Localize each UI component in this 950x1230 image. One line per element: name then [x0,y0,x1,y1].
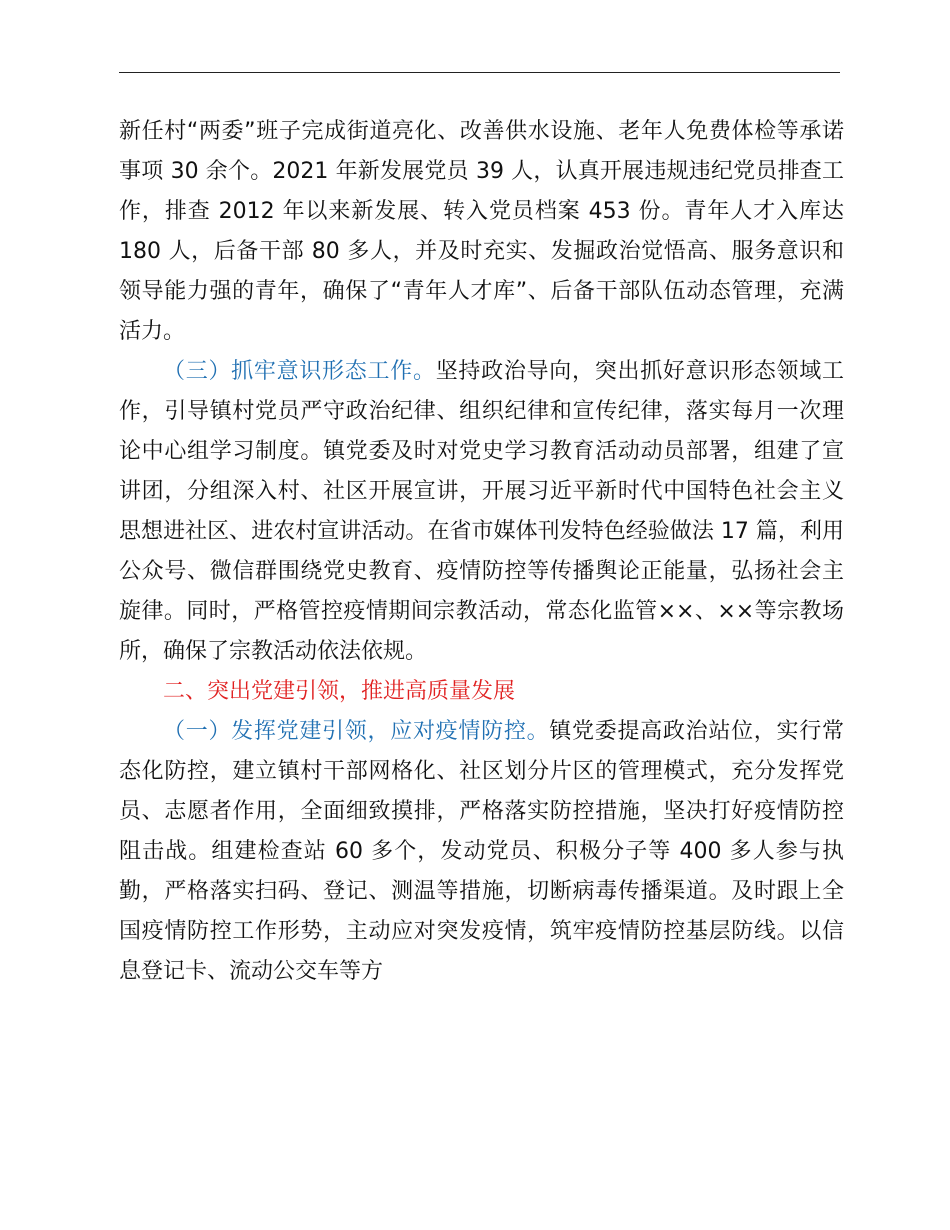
section-1-paragraph [119,712,844,992]
section-3-body: 坚持政治导向，突出抓好意识形态领域工作，引导镇村党员严守政治纪律、组织纪律和宣传纪律，落实每月一次理论中心组学习制度。镇党委及时对党史学习教育活动动员部署，组建了宣讲团，分组深入村、社区开展宣讲，开展习近平新时代中国特色社会主义思想进社区、进农村宣讲活动。在省市媒体刊发特色经验做法 17 篇，利用公众号、微信群围绕党史教育、疫情防控等传播舆论正能量，弘扬社会主旋律。同时，严格管控疫情期间宗教活动，常态化监管××、××等宗教场所，确保了宗教活动依法依规。 [119,359,844,664]
part-2-heading: 二、突出党建引领，推进高质量发展 [163,679,516,704]
section-1-body: 镇党委提高政治站位，实行常态化防控，建立镇村干部网格化、社区划分片区的管理模式，充分发挥党员、志愿者作用，全面细致摸排，严格落实防控措施，坚决打好疫情防控阻击战。组建检查站 60 多个，发动党员、积极分子等 400 多人参与执勤，严格落实扫码、登记、测温等措施，切断病毒传播渠道。及时跟上全国疫情防控工作形势，主动应对突发疫情，筑牢疫情防控基层防线。以信息登记卡、流动公交车等方 [119,719,844,984]
section-3-paragraph [119,352,844,672]
header-rule [119,72,840,73]
paragraph-1: 新任村“两委”班子完成街道亮化、改善供水设施、老年人免费体检等承诺事项 30 余个。2021 年新发展党员 39 人，认真开展违规违纪党员排查工作，排查 2012 年以来新发展、转入党员档案 453 份。青年人才入库达 180 人，后备干部 80 多人，并及时充实、发掘政治觉悟高、服务意识和领导能力强的青年，确保了“青年人才库”、后备干部队伍动态管理，充满活力。 [119,119,844,344]
section-3-heading: （三）抓牢意识形态工作。 [163,359,436,384]
document-body [119,112,844,992]
section-1-heading: （一）发挥党建引领，应对疫情防控。 [163,719,550,744]
